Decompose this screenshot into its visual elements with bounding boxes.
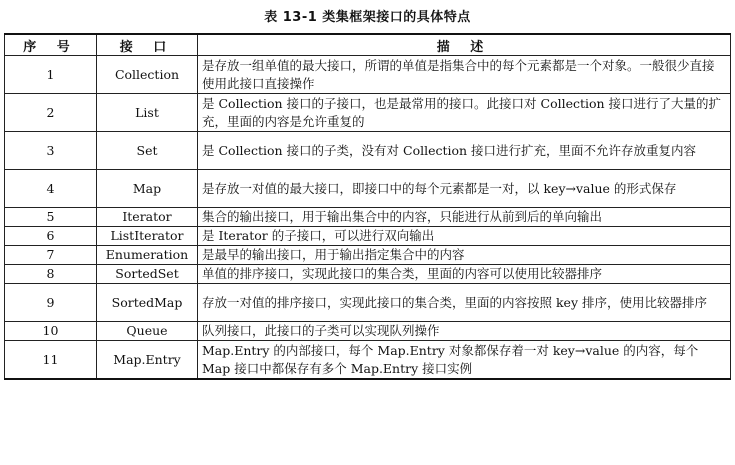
interface-description: 是存放一组单值的最大接口，所谓的单值是指集合中的每个元素都是一个对象。一般很少直接使用此接口直接操作 — [198, 56, 731, 94]
header-description: 描 述 — [198, 34, 731, 56]
row-number: 1 — [5, 56, 97, 94]
table-row — [5, 208, 731, 227]
interface-name: SortedSet — [97, 265, 198, 284]
interface-name: Map.Entry — [97, 341, 198, 380]
interface-description: 存放一对值的排序接口，实现此接口的集合类，里面的内容按照 key 排序，使用比较器排序 — [198, 284, 731, 322]
header-row — [5, 34, 731, 56]
table-row — [5, 56, 731, 94]
row-number: 5 — [5, 208, 97, 227]
table-row — [5, 170, 731, 208]
interface-name: Queue — [97, 322, 198, 341]
row-number: 11 — [5, 341, 97, 380]
interface-name: SortedMap — [97, 284, 198, 322]
interface-name: Collection — [97, 56, 198, 94]
interface-name: Map — [97, 170, 198, 208]
table-row — [5, 265, 731, 284]
interface-description: 是 Iterator 的子接口，可以进行双向输出 — [198, 227, 731, 246]
interface-description: 集合的输出接口，用于输出集合中的内容，只能进行从前到后的单向输出 — [198, 208, 731, 227]
interface-description: 队列接口，此接口的子类可以实现队列操作 — [198, 322, 731, 341]
interface-name: Iterator — [97, 208, 198, 227]
header-no: 序 号 — [5, 34, 97, 56]
interface-name: Enumeration — [97, 246, 198, 265]
interface-description: 是存放一对值的最大接口，即接口中的每个元素都是一对，以 key→value 的形式保存 — [198, 170, 731, 208]
table-caption: 表 13-1 类集框架接口的具体特点 — [264, 10, 471, 25]
interface-description: 是 Collection 接口的子类，没有对 Collection 接口进行扩充，里面不允许存放重复内容 — [198, 132, 731, 170]
interface-name: List — [97, 94, 198, 132]
row-number: 4 — [5, 170, 97, 208]
interface-name: Set — [97, 132, 198, 170]
table-row — [5, 227, 731, 246]
table-row — [5, 322, 731, 341]
row-number: 2 — [5, 94, 97, 132]
row-number: 10 — [5, 322, 97, 341]
table-row — [5, 132, 731, 170]
table-row — [5, 284, 731, 322]
row-number: 6 — [5, 227, 97, 246]
interface-description: 是最早的输出接口，用于输出指定集合中的内容 — [198, 246, 731, 265]
interface-table — [4, 33, 731, 380]
table-row — [5, 94, 731, 132]
interface-name: ListIterator — [97, 227, 198, 246]
header-interface: 接 口 — [97, 34, 198, 56]
row-number: 9 — [5, 284, 97, 322]
interface-description: Map.Entry 的内部接口，每个 Map.Entry 对象都保存着一对 key→value 的内容，每个 Map 接口中都保存有多个 Map.Entry 接口实例 — [198, 341, 731, 380]
interface-description: 是 Collection 接口的子接口，也是最常用的接口。此接口对 Collection 接口进行了大量的扩充，里面的内容是允许重复的 — [198, 94, 731, 132]
row-number: 3 — [5, 132, 97, 170]
table-row — [5, 246, 731, 265]
table-row — [5, 341, 731, 380]
row-number: 7 — [5, 246, 97, 265]
row-number: 8 — [5, 265, 97, 284]
interface-description: 单值的排序接口，实现此接口的集合类，里面的内容可以使用比较器排序 — [198, 265, 731, 284]
